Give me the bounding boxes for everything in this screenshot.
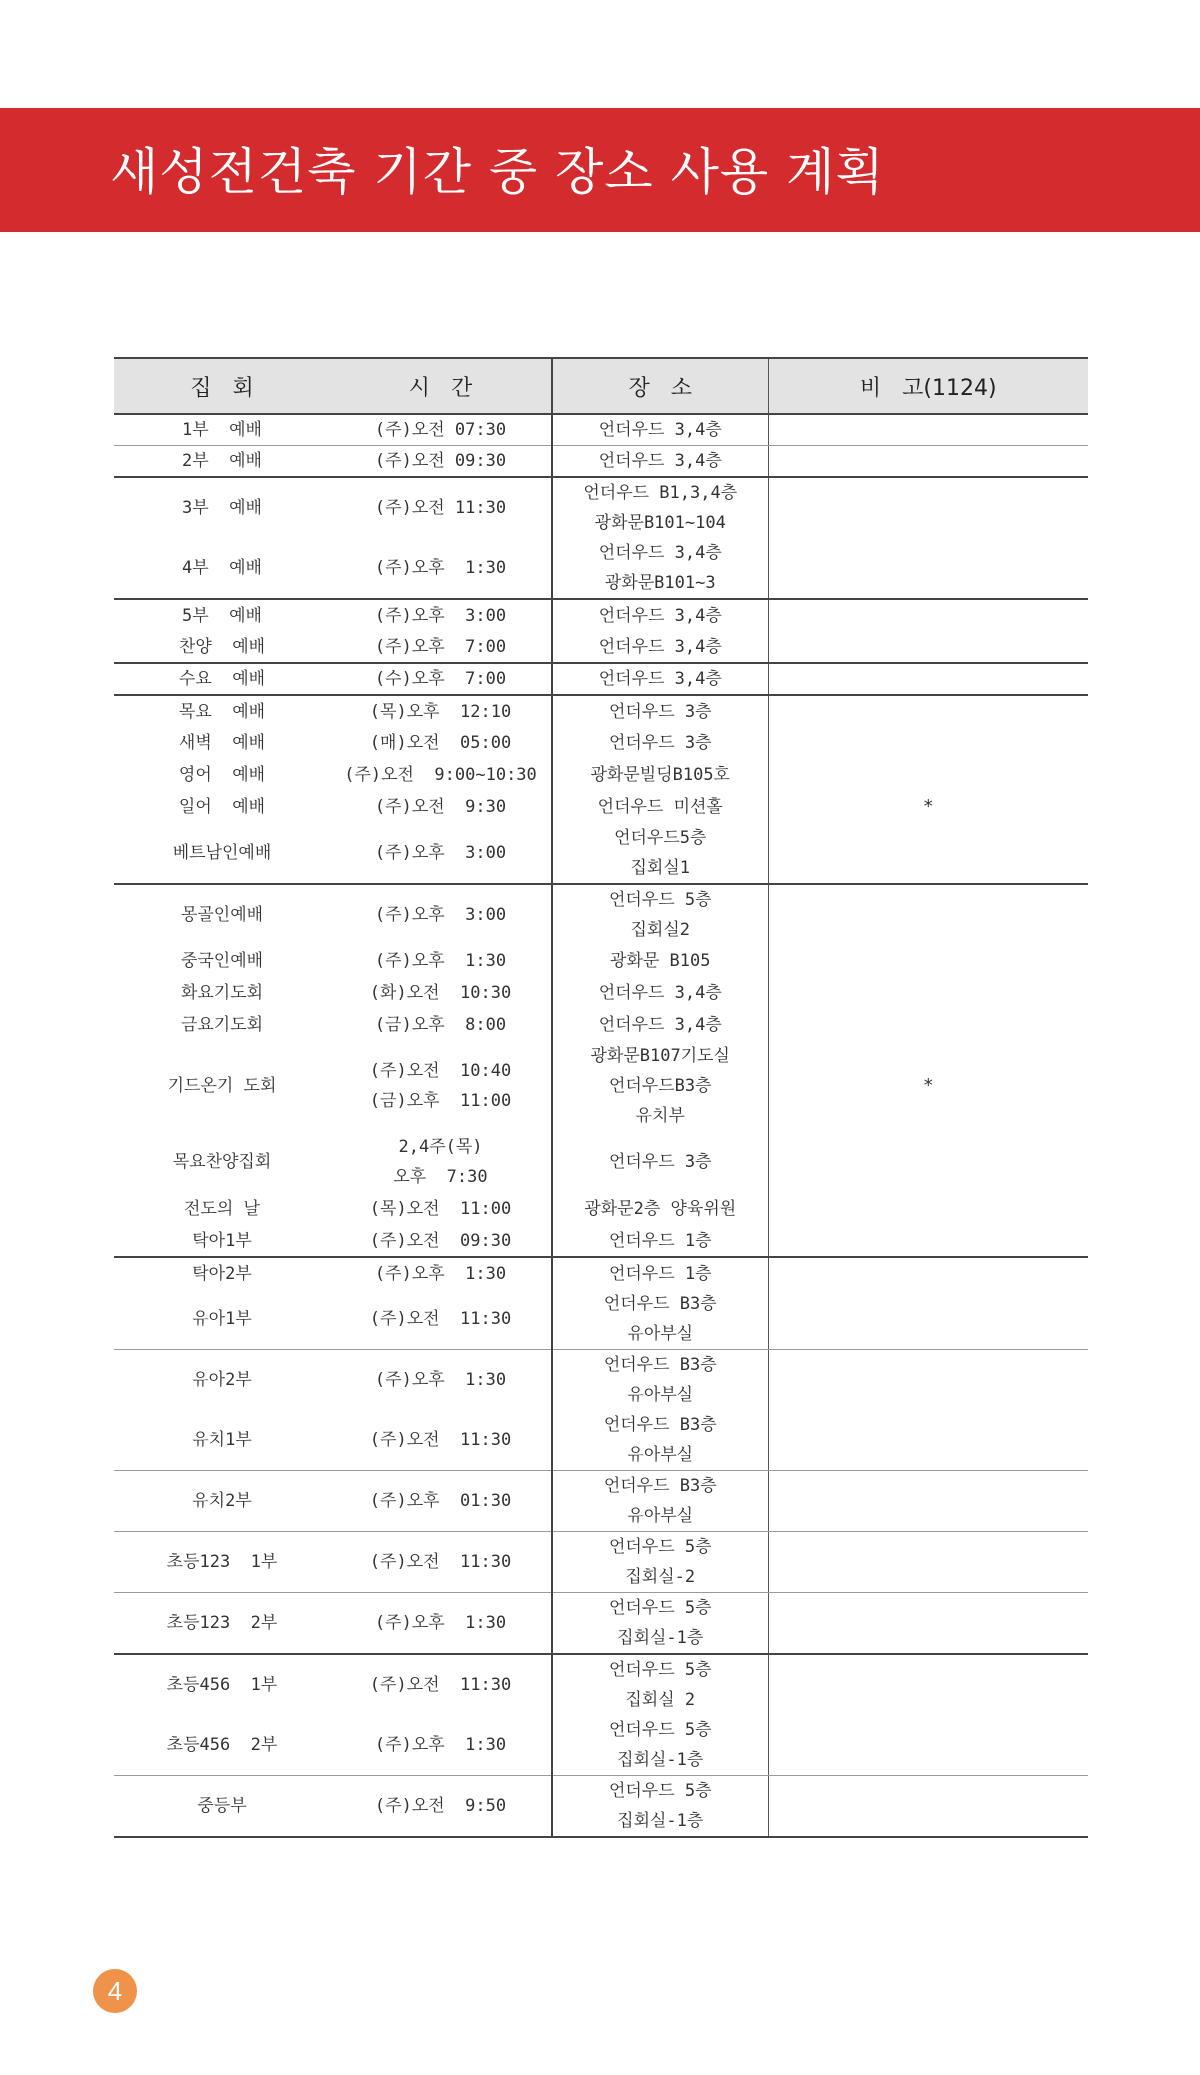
- cell-gathering: 중국인예배: [180, 951, 264, 971]
- table-row: [114, 1776, 1088, 1838]
- cell-place: [552, 884, 768, 945]
- table-row: [114, 759, 1088, 791]
- time-line: (목)오전 11:00: [369, 1199, 512, 1219]
- page-title: 새성전건축 기간 중 장소 사용 계획: [110, 143, 885, 201]
- place-line: 집회실-1층: [617, 1628, 704, 1648]
- cell-place: [552, 1289, 768, 1350]
- cell-gathering: 수요 예배: [114, 663, 330, 695]
- table-row: [114, 1715, 1088, 1776]
- time-line: (주)오전 9:00~10:30: [344, 765, 537, 785]
- cell-gathering: 전도의 날: [184, 1199, 260, 1219]
- place-line: 집회실-1층: [617, 1811, 704, 1831]
- place-line: 유치부: [635, 1106, 685, 1126]
- cell-place: [552, 477, 768, 538]
- table-row: [114, 945, 1088, 977]
- table-row: [114, 823, 1088, 884]
- cell-place: [552, 1193, 768, 1225]
- cell-gathering: 3부 예배: [182, 498, 262, 518]
- cell-time: [330, 945, 552, 977]
- table-row: [114, 884, 1088, 945]
- place-line: 언더우드 B3층: [603, 1294, 717, 1314]
- cell-place: [552, 414, 768, 446]
- cell-note: [768, 1193, 1088, 1225]
- cell-note: [768, 1776, 1088, 1838]
- cell-time: [330, 759, 552, 791]
- cell-time: [330, 414, 552, 446]
- cell-place: [552, 1715, 768, 1776]
- place-line: 언더우드 3층: [608, 733, 712, 753]
- time-line: (주)오후 1:30: [374, 1735, 507, 1755]
- cell-gathering: 기드온기 도회: [167, 1076, 277, 1096]
- cell-place: [552, 1532, 768, 1593]
- place-line: 광화문B107기도실: [590, 1046, 730, 1066]
- cell-time: [330, 1654, 552, 1715]
- cell-place: [552, 1776, 768, 1838]
- place-line: 광화문빌딩B105호: [590, 765, 730, 785]
- place-line: 언더우드 5층: [608, 890, 712, 910]
- place-line: 언더우드 미션홀: [597, 797, 723, 817]
- table-row: [114, 1131, 1088, 1193]
- place-line: 집회실-1층: [617, 1750, 704, 1770]
- cell-note: *: [768, 791, 1088, 823]
- place-line: 광화문2층 양육위원: [584, 1199, 737, 1219]
- cell-note: [768, 538, 1088, 599]
- time-line: (주)오전 11:30: [369, 1430, 512, 1450]
- cell-note: [768, 1289, 1088, 1350]
- cell-place: [552, 695, 768, 727]
- place-line: 언더우드 5층: [608, 1537, 712, 1557]
- place-line: 유아부실: [627, 1385, 694, 1405]
- cell-time: [330, 538, 552, 599]
- cell-time: [330, 1532, 552, 1593]
- cell-time: [330, 1041, 552, 1131]
- cell-note: [768, 446, 1088, 478]
- place-line: 언더우드 1층: [608, 1230, 712, 1251]
- cell-time: [330, 1593, 552, 1655]
- time-line: (금)오후 8:00: [374, 1015, 507, 1035]
- table-row: [114, 1471, 1088, 1532]
- table-row: [114, 1350, 1088, 1411]
- time-line: (화)오전 10:30: [369, 983, 512, 1003]
- time-line: (주)오전 9:50: [374, 1796, 507, 1816]
- place-line: 광화문B101~104: [594, 513, 726, 533]
- cell-gathering: 베트남인예배: [114, 823, 330, 884]
- time-line: (주)오전 09:30: [374, 451, 507, 471]
- time-line: (주)오후 1:30: [374, 1370, 507, 1390]
- time-line: (주)오전 9:30: [374, 797, 507, 817]
- cell-place: [552, 1593, 768, 1655]
- place-line: 집회실2: [630, 920, 690, 940]
- table-row: [114, 1593, 1088, 1655]
- place-line: 언더우드 3,4층: [598, 669, 722, 689]
- cell-place: [552, 977, 768, 1009]
- cell-time: [330, 727, 552, 759]
- place-line: 언더우드 B3층: [603, 1415, 717, 1435]
- place-line: 언더우드 1층: [608, 1263, 712, 1284]
- cell-time: [330, 599, 552, 631]
- time-line: (매)오전 05:00: [369, 733, 512, 753]
- cell-gathering: 새벽 예배: [178, 733, 266, 753]
- time-line: (주)오후 01:30: [369, 1491, 512, 1511]
- cell-gathering: 몽골인예배: [180, 905, 264, 925]
- cell-note: [768, 631, 1088, 663]
- cell-place: [552, 1041, 768, 1131]
- table-row: [114, 977, 1088, 1009]
- cell-time: [330, 1471, 552, 1532]
- cell-place: [552, 538, 768, 599]
- time-line: (주)오전 07:30: [374, 420, 507, 440]
- table-row: [114, 1009, 1088, 1041]
- cell-place: [552, 1257, 768, 1289]
- time-line: (주)오전 11:30: [374, 498, 507, 518]
- table-row: [114, 446, 1088, 478]
- time-line: (목)오후 12:10: [369, 701, 512, 722]
- header-notes: 비 고(1124): [768, 358, 1088, 414]
- cell-note: *: [768, 1041, 1088, 1131]
- time-line: (주)오후 1:30: [374, 951, 507, 971]
- cell-time: [330, 1009, 552, 1041]
- cell-note: [768, 1654, 1088, 1715]
- cell-place: [552, 1131, 768, 1193]
- cell-gathering: 목요 예배: [178, 701, 266, 722]
- cell-note: [768, 599, 1088, 631]
- header-time: 시 간: [330, 358, 552, 414]
- cell-gathering: 찬양 예배: [114, 631, 330, 663]
- place-line: 집회실1: [630, 858, 690, 878]
- cell-gathering: 탁아2부: [192, 1263, 252, 1284]
- place-line: 언더우드 5층: [608, 1660, 712, 1680]
- place-line: 유아부실: [627, 1324, 694, 1344]
- cell-time: [330, 1715, 552, 1776]
- place-line: 집회실-2: [625, 1567, 696, 1587]
- place-line: 언더우드 5층: [608, 1598, 712, 1618]
- time-line: (주)오후 3:00: [374, 605, 507, 626]
- cell-gathering: 유치2부: [114, 1471, 330, 1532]
- place-line: 유아부실: [627, 1445, 694, 1465]
- table-row: [114, 599, 1088, 631]
- place-line: 언더우드 B1,3,4층: [583, 483, 738, 503]
- table-header-row: [114, 358, 1088, 414]
- time-line: (주)오후 1:30: [374, 1613, 507, 1633]
- cell-place: [552, 791, 768, 823]
- cell-note: [768, 1471, 1088, 1532]
- cell-place: [552, 446, 768, 478]
- time-line: 2,4주(목): [398, 1137, 483, 1157]
- cell-gathering: 화요기도회: [180, 983, 264, 1003]
- cell-note: [768, 823, 1088, 884]
- cell-time: [330, 1257, 552, 1289]
- table-row: [114, 1041, 1088, 1131]
- time-line: (수)오후 7:00: [374, 669, 507, 689]
- cell-time: [330, 477, 552, 538]
- table-row: [114, 727, 1088, 759]
- cell-time: [330, 791, 552, 823]
- cell-place: [552, 1009, 768, 1041]
- cell-gathering: 금요기도회: [180, 1015, 264, 1035]
- cell-gathering: 유치1부: [114, 1410, 330, 1471]
- place-line: 광화문 B105: [610, 951, 711, 971]
- cell-place: [552, 599, 768, 631]
- place-line: 언더우드 3,4층: [598, 451, 722, 471]
- schedule-table: [114, 357, 1088, 1838]
- place-line: 언더우드 3,4층: [598, 543, 722, 563]
- time-line: (주)오전 11:30: [369, 1552, 512, 1572]
- time-line: (주)오후 3:00: [374, 905, 507, 925]
- cell-time: [330, 884, 552, 945]
- cell-time: [330, 1131, 552, 1193]
- cell-note: [768, 1532, 1088, 1593]
- cell-note: [768, 1715, 1088, 1776]
- place-line: 언더우드 B3층: [603, 1476, 717, 1496]
- cell-time: [330, 663, 552, 695]
- cell-note: [768, 1593, 1088, 1655]
- table-row: [114, 1654, 1088, 1715]
- table-row: [114, 538, 1088, 599]
- cell-time: [330, 1350, 552, 1411]
- time-line: 오후 7:30: [393, 1167, 488, 1187]
- time-line: (금)오후 11:00: [369, 1091, 512, 1111]
- table-row: [114, 414, 1088, 446]
- cell-place: [552, 727, 768, 759]
- cell-time: [330, 1193, 552, 1225]
- place-line: 유아부실: [627, 1506, 694, 1526]
- cell-place: [552, 759, 768, 791]
- header-gathering: 집 회: [114, 358, 330, 414]
- cell-place: [552, 823, 768, 884]
- cell-place: [552, 945, 768, 977]
- table-row: [114, 477, 1088, 538]
- table-row: [114, 631, 1088, 663]
- place-line: 언더우드 3,4층: [598, 1015, 722, 1035]
- table-row: [114, 663, 1088, 695]
- cell-gathering: 일어 예배: [178, 797, 266, 817]
- place-line: 광화문B101~3: [604, 573, 716, 593]
- table-row: [114, 1257, 1088, 1289]
- cell-note: [768, 945, 1088, 977]
- cell-gathering: 영어 예배: [178, 765, 266, 785]
- time-line: (주)오후 3:00: [374, 843, 507, 863]
- cell-note: [768, 414, 1088, 446]
- cell-time: [330, 1410, 552, 1471]
- time-line: (주)오후 7:00: [374, 636, 507, 657]
- cell-note: [768, 1009, 1088, 1041]
- place-line: 언더우드 3,4층: [598, 636, 722, 657]
- cell-gathering: 초등456 2부: [114, 1715, 330, 1776]
- cell-gathering: 1부 예배: [114, 414, 330, 446]
- cell-note: [768, 695, 1088, 727]
- cell-place: [552, 663, 768, 695]
- place-line: 언더우드 5층: [608, 1720, 712, 1740]
- cell-note: [768, 759, 1088, 791]
- cell-gathering: 목요찬양집회: [172, 1152, 272, 1172]
- cell-time: [330, 631, 552, 663]
- table-row: [114, 1193, 1088, 1225]
- cell-place: [552, 1225, 768, 1257]
- cell-place: [552, 631, 768, 663]
- title-banner: [0, 108, 1200, 232]
- time-line: (주)오전 11:30: [369, 1309, 512, 1329]
- time-line: (주)오전 09:30: [369, 1230, 512, 1251]
- table-row: [114, 1289, 1088, 1350]
- time-line: (주)오후 1:30: [374, 558, 507, 578]
- cell-time: [330, 695, 552, 727]
- cell-note: [768, 884, 1088, 945]
- place-line: 언더우드 3,4층: [598, 420, 722, 440]
- cell-note: [768, 1350, 1088, 1411]
- cell-gathering: 4부 예배: [114, 538, 330, 599]
- table-row: [114, 1225, 1088, 1257]
- cell-gathering: 초등123 1부: [114, 1532, 330, 1593]
- cell-note: [768, 977, 1088, 1009]
- cell-gathering: 2부 예배: [114, 446, 330, 478]
- time-line: (주)오전 10:40: [369, 1061, 512, 1081]
- cell-gathering: 5부 예배: [182, 605, 262, 626]
- cell-gathering: 탁아1부: [114, 1225, 330, 1257]
- cell-note: [768, 1410, 1088, 1471]
- cell-note: [768, 1131, 1088, 1193]
- cell-place: [552, 1654, 768, 1715]
- cell-place: [552, 1350, 768, 1411]
- cell-gathering: 유아2부: [192, 1370, 252, 1390]
- table-row: [114, 695, 1088, 727]
- cell-note: [768, 1257, 1088, 1289]
- cell-time: [330, 823, 552, 884]
- cell-time: [330, 1289, 552, 1350]
- place-line: 언더우드 3,4층: [598, 983, 722, 1003]
- place-line: 언더우드 5층: [608, 1781, 712, 1801]
- table-row: [114, 1410, 1088, 1471]
- cell-gathering: 초등123 2부: [114, 1593, 330, 1655]
- cell-place: [552, 1410, 768, 1471]
- cell-gathering: 초등456 1부: [166, 1675, 278, 1695]
- cell-time: [330, 1776, 552, 1838]
- cell-time: [330, 446, 552, 478]
- cell-place: [552, 1471, 768, 1532]
- cell-note: [768, 663, 1088, 695]
- place-line: 언더우드 3층: [608, 1152, 712, 1172]
- page-number-badge: 4: [93, 1969, 137, 2013]
- time-line: (주)오후 1:30: [374, 1263, 507, 1284]
- time-line: (주)오전 11:30: [369, 1675, 512, 1695]
- cell-time: [330, 977, 552, 1009]
- cell-note: [768, 727, 1088, 759]
- table-row: [114, 791, 1088, 823]
- cell-gathering: 중등부: [114, 1776, 330, 1838]
- header-place: 장 소: [552, 358, 768, 414]
- place-line: 언더우드5층: [614, 828, 707, 848]
- cell-time: [330, 1225, 552, 1257]
- cell-gathering: 유아1부: [114, 1289, 330, 1350]
- place-line: 언더우드 3,4층: [598, 605, 722, 626]
- cell-note: [768, 1225, 1088, 1257]
- table-row: [114, 1532, 1088, 1593]
- place-line: 언더우드B3층: [608, 1076, 712, 1096]
- cell-note: [768, 477, 1088, 538]
- place-line: 언더우드 B3층: [603, 1355, 717, 1375]
- place-line: 언더우드 3층: [608, 701, 712, 722]
- place-line: 집회실 2: [625, 1690, 696, 1710]
